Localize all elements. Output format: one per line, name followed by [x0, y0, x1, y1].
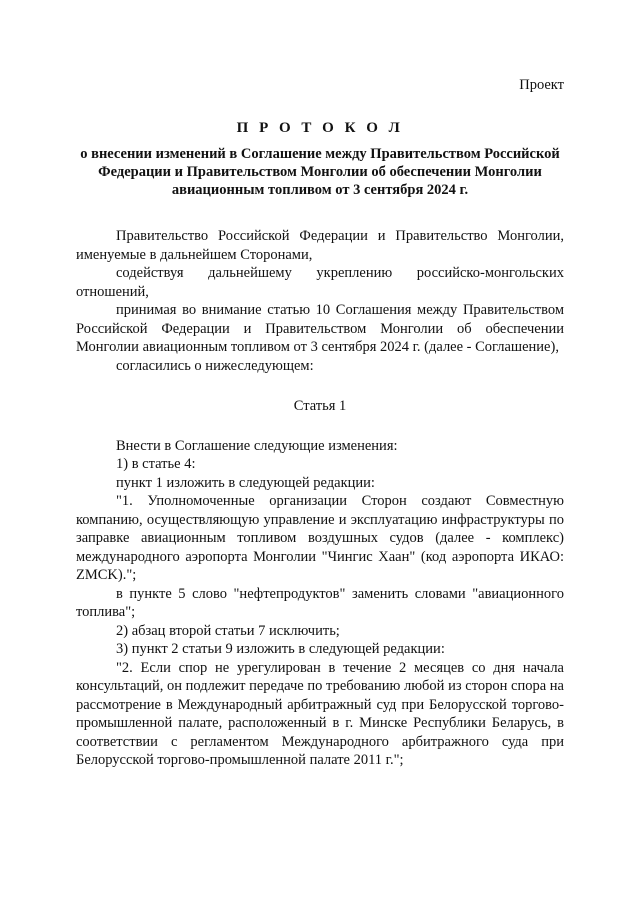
document-title: П Р О Т О К О Л	[236, 120, 404, 136]
document-body	[76, 227, 564, 770]
preamble-paragraph: содействуя дальнейшему укреплению российско-монгольских отношений,	[76, 265, 564, 300]
article-paragraph: пункт 1 изложить в следующей редакции:	[116, 474, 375, 491]
preamble-paragraph: принимая во внимание статью 10 Соглашения между Правительством Российской Федерации и Правительством Монголии об обеспечении Монголии авиационным топливом от 3 сентября 2024 г. (далее - Соглашение),	[76, 302, 564, 355]
article-paragraph: 3) пункт 2 статьи 9 изложить в следующей редакции:	[116, 641, 445, 657]
article-paragraph: "1. Уполномоченные организации Сторон создают Совместную компанию, осуществляющую управление и эксплуатацию инфраструктуры по заправке авиационным топливом воздушных судов (далее - комплекс) международного аэропорта Монголии "Чингис Хаан" (код аэропорта ИКАО: ZMCK).";	[76, 493, 564, 583]
article-paragraph: Внести в Соглашение следующие изменения:	[116, 437, 398, 454]
article-paragraph: 2) абзац второй статьи 7 исключить;	[116, 622, 340, 639]
article-paragraph: 1) в статье 4:	[116, 456, 196, 472]
preamble-paragraph: согласились о нижеследующем:	[116, 357, 314, 374]
preamble-paragraph: Правительство Российской Федерации и Правительство Монголии, именуемые в дальнейшем Сторонами,	[76, 228, 564, 263]
draft-label: Проект	[519, 77, 564, 93]
article-paragraph: в пункте 5 слово "нефтепродуктов" заменить словами "авиационного топлива";	[76, 585, 564, 620]
article-paragraph: "2. Если спор не урегулирован в течение 2 месяцев со дня начала консультаций, он подлежит передаче по требованию любой из сторон спора на рассмотрение в Международный арбитражный суд при Белорусской торгово-промышленной палате, расположенный в г. Минске Республики Беларусь, в соответствии с регламентом Международного арбитражного суда при Белорусской торгово-промышленной палате 2011 г.";	[76, 659, 564, 768]
document-subtitle: о внесении изменений в Соглашение между Правительством Российской Федерации и Правительством Монголии об обеспечении Монголии авиационным топливом от 3 сентября 2024 г.	[80, 146, 560, 198]
article-heading: Статья 1	[293, 398, 347, 414]
